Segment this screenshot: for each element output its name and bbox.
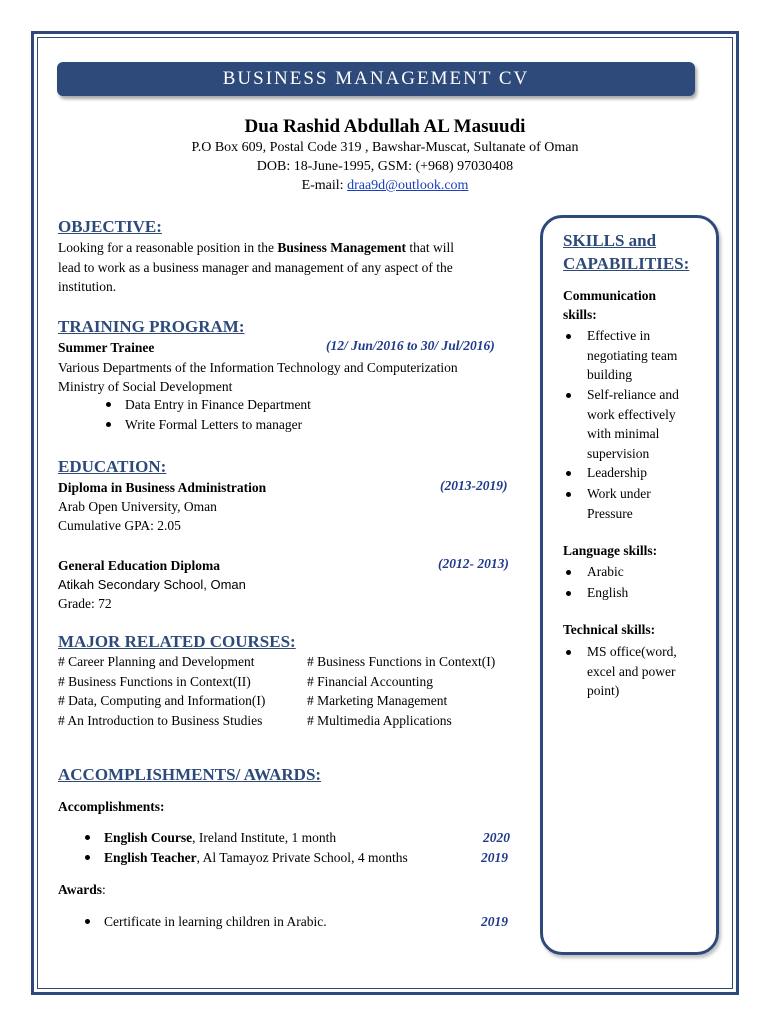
course-item: # An Introduction to Business Studies xyxy=(58,712,263,728)
education-grade-2: Grade: 72 xyxy=(58,596,112,611)
skills-title-line-2: CAPABILITIES: xyxy=(563,254,690,273)
education-degree-1: Diploma in Business Administration xyxy=(58,480,267,495)
skill-text: building xyxy=(587,367,633,382)
email-line xyxy=(0,178,770,194)
bullet-dot xyxy=(566,650,571,655)
course-item: # Financial Accounting xyxy=(307,673,433,689)
course-item: # Multimedia Applications xyxy=(307,712,452,728)
skill-text: Effective in xyxy=(587,328,651,343)
bullet-dot xyxy=(566,393,571,398)
email-link[interactable]: draa9d@outlook.com xyxy=(347,178,469,193)
skill-text: Work under xyxy=(587,486,651,501)
accomplishments-heading: ACCOMPLISHMENTS/ AWARDS: xyxy=(58,765,322,784)
education-gpa-1: Cumulative GPA: 2.05 xyxy=(58,518,181,533)
skill-text: Arabic xyxy=(587,564,624,579)
training-line-1: Various Departments of the Information Technology and Computerization xyxy=(58,360,458,375)
skill-text: Leadership xyxy=(587,465,647,480)
education-school-2: Atikah Secondary School, Oman xyxy=(58,577,246,592)
skill-text: work effectively xyxy=(587,406,676,422)
training-bullet-text: Data Entry in Finance Department xyxy=(125,397,311,412)
accomplishment-item-1 xyxy=(85,830,336,846)
objective-line-1 xyxy=(58,238,454,258)
accomplishment-title: English Course xyxy=(104,830,193,845)
bullet-dot xyxy=(566,570,571,575)
course-item: # Marketing Management xyxy=(307,693,448,708)
skill-text: supervision xyxy=(587,445,650,461)
banner-title: BUSINESS MANAGEMENT CV xyxy=(222,68,530,89)
training-heading: TRAINING PROGRAM: xyxy=(58,317,245,336)
title-banner xyxy=(57,62,695,96)
bullet-dot xyxy=(85,919,90,924)
skill-text: Self-reliance and xyxy=(587,387,679,402)
technical-skill-1 xyxy=(563,642,703,701)
training-bullet-text: Write Formal Letters to manager xyxy=(125,417,303,432)
language-skill-1 xyxy=(563,562,703,582)
skill-text: Pressure xyxy=(587,505,633,521)
education-date-2: (2012- 2013) xyxy=(438,556,509,571)
communication-label-2: skills: xyxy=(563,307,597,322)
skill-text: MS office(word, xyxy=(587,644,677,659)
address: P.O Box 609, Postal Code 319 , Bawshar-Muscat, Sultanate of Oman xyxy=(191,140,579,155)
education-date-1: (2013-2019) xyxy=(440,478,508,493)
dob-gsm: DOB: 18-June-1995, GSM: (+968) 97030408 xyxy=(256,159,514,174)
accomplishment-year-2: 2019 xyxy=(481,850,508,865)
accomplishments-label: Accomplishments: xyxy=(58,799,165,814)
award-text: Certificate in learning children in Arabic. xyxy=(104,914,327,929)
email-label: E-mail: xyxy=(301,178,348,193)
objective-text-post: that will xyxy=(405,240,454,255)
training-bullet-1 xyxy=(106,397,311,413)
awards-label-text: Awards xyxy=(58,882,103,897)
skill-text: negotiating team xyxy=(587,347,678,363)
accomplishment-detail: , Al Tamayoz Private School, 4 months xyxy=(196,850,408,865)
comm-skill-2 xyxy=(563,385,703,463)
objective-line-3: institution. xyxy=(58,279,117,294)
training-bullet-2 xyxy=(106,417,302,433)
training-line-2: Ministry of Social Development xyxy=(58,379,233,394)
accomplishment-item-2 xyxy=(85,850,408,866)
accomplishment-title: English Teacher xyxy=(104,850,197,865)
course-item: # Data, Computing and Information(I) xyxy=(58,693,266,708)
bullet-dot xyxy=(106,402,111,407)
award-year-1: 2019 xyxy=(481,914,508,929)
bullet-dot xyxy=(106,422,111,427)
objective-line-2: lead to work as a business manager and management of any aspect of the xyxy=(58,260,453,275)
language-label: Language skills: xyxy=(563,543,658,558)
bullet-dot xyxy=(566,471,571,476)
bullet-dot xyxy=(566,492,571,497)
courses-heading: MAJOR RELATED COURSES: xyxy=(58,632,296,651)
awards-colon: : xyxy=(102,882,106,897)
bullet-dot xyxy=(566,591,571,596)
bullet-dot xyxy=(85,835,90,840)
skills-title-line-1: SKILLS and xyxy=(563,231,657,250)
comm-skill-4 xyxy=(563,484,703,523)
language-skill-2 xyxy=(563,583,703,603)
technical-label: Technical skills: xyxy=(563,622,656,637)
objective-bold: Business Management xyxy=(277,240,406,255)
course-item: # Career Planning and Development xyxy=(58,654,255,669)
comm-skill-1 xyxy=(563,326,703,385)
course-item: # Business Functions in Context(I) xyxy=(307,654,496,669)
objective-text-pre: Looking for a reasonable position in the xyxy=(58,240,278,255)
award-item-1 xyxy=(85,914,327,930)
courses-right-column xyxy=(307,654,495,732)
education-degree-2: General Education Diploma xyxy=(58,558,221,573)
training-date: (12/ Jun/2016 to 30/ Jul/2016) xyxy=(326,338,495,353)
training-role: Summer Trainee xyxy=(58,340,155,355)
candidate-name: Dua Rashid Abdullah AL Masuudi xyxy=(244,116,526,137)
comm-skill-3 xyxy=(563,463,703,483)
skill-text: point) xyxy=(587,683,620,698)
bullet-dot xyxy=(85,855,90,860)
skill-text: with minimal xyxy=(587,426,660,441)
skill-text: excel and power xyxy=(587,663,676,679)
accomplishment-detail: , Ireland Institute, 1 month xyxy=(192,830,337,845)
skill-text: English xyxy=(587,585,629,600)
accomplishment-year-1: 2020 xyxy=(483,830,510,845)
awards-label xyxy=(58,880,106,900)
education-school-1: Arab Open University, Oman xyxy=(58,499,217,514)
course-item: # Business Functions in Context(II) xyxy=(58,673,251,689)
bullet-dot xyxy=(566,334,571,339)
courses-left-column xyxy=(58,654,265,732)
education-heading: EDUCATION: xyxy=(58,457,167,476)
objective-heading: OBJECTIVE: xyxy=(58,217,162,236)
communication-label-1: Communication xyxy=(563,288,657,303)
